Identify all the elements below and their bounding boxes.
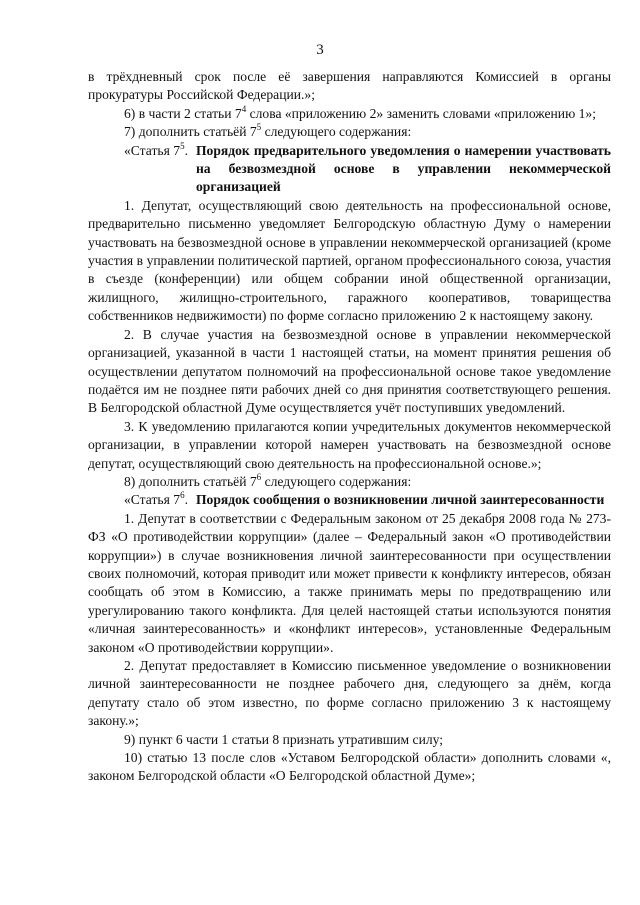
paragraph: 2. В случае участия на безвозмездной основе в управлении некоммерческой организацией, указанной в части 1 настоящей статьи, на момент принятия решения об осуществлении депутатом полномочий на профессиональной основе такое уведомление подаётся им не позднее пяти рабочих дней со дня принятия соответствующего решения. В Белгородской областной Думе осуществляется учёт поступивших уведомлений.	[88, 326, 611, 416]
amendment-item-8: 8) дополнить статьёй $7^6$ следующего содержания:	[124, 471, 412, 489]
article-title: Порядок сообщения о возникновении личной заинтересованности	[195, 492, 605, 508]
paragraph: 1. Депутат в соответствии с Федеральным законом от 25 декабря 2008 года № 273-ФЗ «О противодействии коррупции» (далее – Федеральный закон «О противодействии коррупции») в случае возникновения личной заинтересованности при осуществлении своих полномочий, которая приводит или может привести к конфликту интересов, обязан сообщать об этом в Комиссию, а также принимать меры по предотвращению или урегулированию такого конфликта. Для целей настоящей статьи используются понятия «личная заинтересованность» и «конфликт интересов», установленные Федеральным законом «О противодействии коррупции».	[88, 510, 611, 655]
paragraph: 3. К уведомлению прилагаются копии учредительных документов некоммерческой организации, в управлении которой намерен участвовать на безвозмездной основе депутат, осуществляющий свою деятельность на профессиональной основе.»;	[88, 418, 611, 471]
article-heading-7-5: «Статья $7^5$. Порядок предварительного уведомления о намерении участвовать на безвозмездной основе в управлении некоммерческой организацией	[88, 142, 611, 197]
paragraph: в трёхдневный срок после её завершения направляются Комиссией в органы прокуратуры Российской Федерации.»;	[88, 69, 611, 103]
amendment-item-10: 10) статью 13 после слов «Уставом Белгородской области» дополнить словами «, законом Белгородской области «О Белгородской областной Думе»;	[88, 750, 611, 784]
page-number: 3	[316, 42, 324, 58]
paragraph: 2. Депутат предоставляет в Комиссию письменное уведомление о возникновении личной заинтересованности не позднее рабочего дня, следующего за днём, когда депутату стало об этом известно, по форме согласно приложению 3 к настоящему закону.»;	[88, 658, 611, 729]
amendment-item-7: 7) дополнить статьёй $7^5$ следующего содержания:	[124, 122, 412, 140]
article-heading-7-6: «Статья $7^6$. Порядок сообщения о возникновении личной заинтересованности	[88, 491, 611, 509]
paragraph: 1. Депутат, осуществляющий свою деятельность на профессиональной основе, предварительно письменно уведомляет Белгородскую областную Думу о намерении участвовать на безвозмездной основе в управлении некоммерческой организацией (кроме участия в управлении политической партией, органом профессионального союза, участия в съезде (конференции) или общем собрании иной общественной организации, жилищного, жилищно-строительного, гаражного кооперативов, товарищества собственников недвижимости) по форме согласно приложению 2 к настоящему закону.	[88, 197, 611, 324]
amendment-item-6: 6) в части 2 статьи $7^4$ слова «приложению 2» заменить словами «приложению 1»;	[124, 103, 596, 121]
amendment-item-9: 9) пункт 6 части 1 статьи 8 признать утратившим силу;	[124, 731, 444, 747]
article-title: Порядок предварительного уведомления о намерении участвовать на безвозмездной основе в управлении некоммерческой организацией	[195, 142, 611, 195]
document-body	[88, 68, 611, 786]
